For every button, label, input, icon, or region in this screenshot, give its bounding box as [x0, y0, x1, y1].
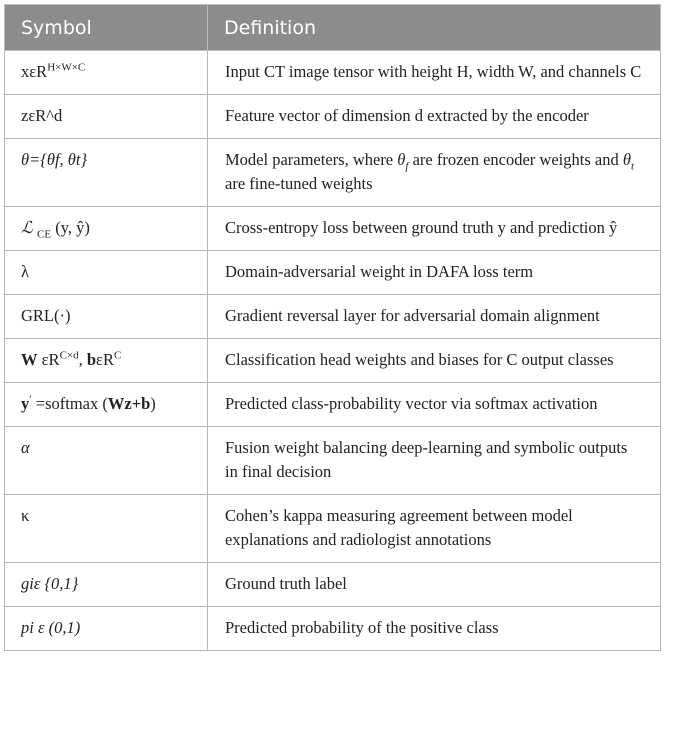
table-row — [5, 139, 661, 207]
header-symbol: Symbol — [5, 5, 208, 51]
definition-cell: Model parameters, where $\theta_f$ are frozen encoder weights and $\theta_t$ are fine-tuned weights — [208, 139, 661, 207]
symbol-cell: y′ =softmax (Wz+b) — [5, 383, 208, 427]
symbol-cell: λ — [5, 251, 208, 295]
definition-cell: Predicted class-probability vector via softmax activation — [208, 383, 661, 427]
table-row — [5, 51, 661, 95]
table-row — [5, 563, 661, 607]
table-row — [5, 207, 661, 251]
table-row — [5, 607, 661, 651]
symbol-cell: zεR^d — [5, 95, 208, 139]
definition-cell: Classification head weights and biases for C output classes — [208, 339, 661, 383]
definition-cell: Feature vector of dimension d extracted by the encoder — [208, 95, 661, 139]
header-definition: Definition — [208, 5, 661, 51]
definition-cell: Predicted probability of the positive class — [208, 607, 661, 651]
symbol-cell: xεR$^{H\times W\times C}$ — [5, 51, 208, 95]
table-row — [5, 95, 661, 139]
definition-cell: Gradient reversal layer for adversarial domain alignment — [208, 295, 661, 339]
table-row — [5, 251, 661, 295]
definition-cell: Domain-adversarial weight in DAFA loss term — [208, 251, 661, 295]
table-row — [5, 427, 661, 495]
symbol-cell: θ={θf, θt} — [5, 139, 208, 207]
table-header — [5, 5, 661, 51]
definition-cell: Fusion weight balancing deep-learning and symbolic outputs in final decision — [208, 427, 661, 495]
table-row — [5, 383, 661, 427]
symbol-cell: ℒ $_{CE}$ (y, ŷ) — [5, 207, 208, 251]
definition-cell: Ground truth label — [208, 563, 661, 607]
symbol-cell: GRL(·) — [5, 295, 208, 339]
table-row — [5, 339, 661, 383]
symbol-cell: α — [5, 427, 208, 495]
symbol-table — [4, 4, 661, 651]
table-row — [5, 495, 661, 563]
definition-cell: Input CT image tensor with height H, width W, and channels C — [208, 51, 661, 95]
symbol-cell: W $\varepsilon R^{C\times d}$, bεR$^C$ — [5, 339, 208, 383]
symbol-cell: κ — [5, 495, 208, 563]
definition-cell: Cross-entropy loss between ground truth y and prediction ŷ — [208, 207, 661, 251]
table-row — [5, 295, 661, 339]
symbol-cell: giε {0,1} — [5, 563, 208, 607]
definition-cell: Cohen’s kappa measuring agreement between model explanations and radiologist annotations — [208, 495, 661, 563]
symbol-cell: pi ε (0,1) — [5, 607, 208, 651]
